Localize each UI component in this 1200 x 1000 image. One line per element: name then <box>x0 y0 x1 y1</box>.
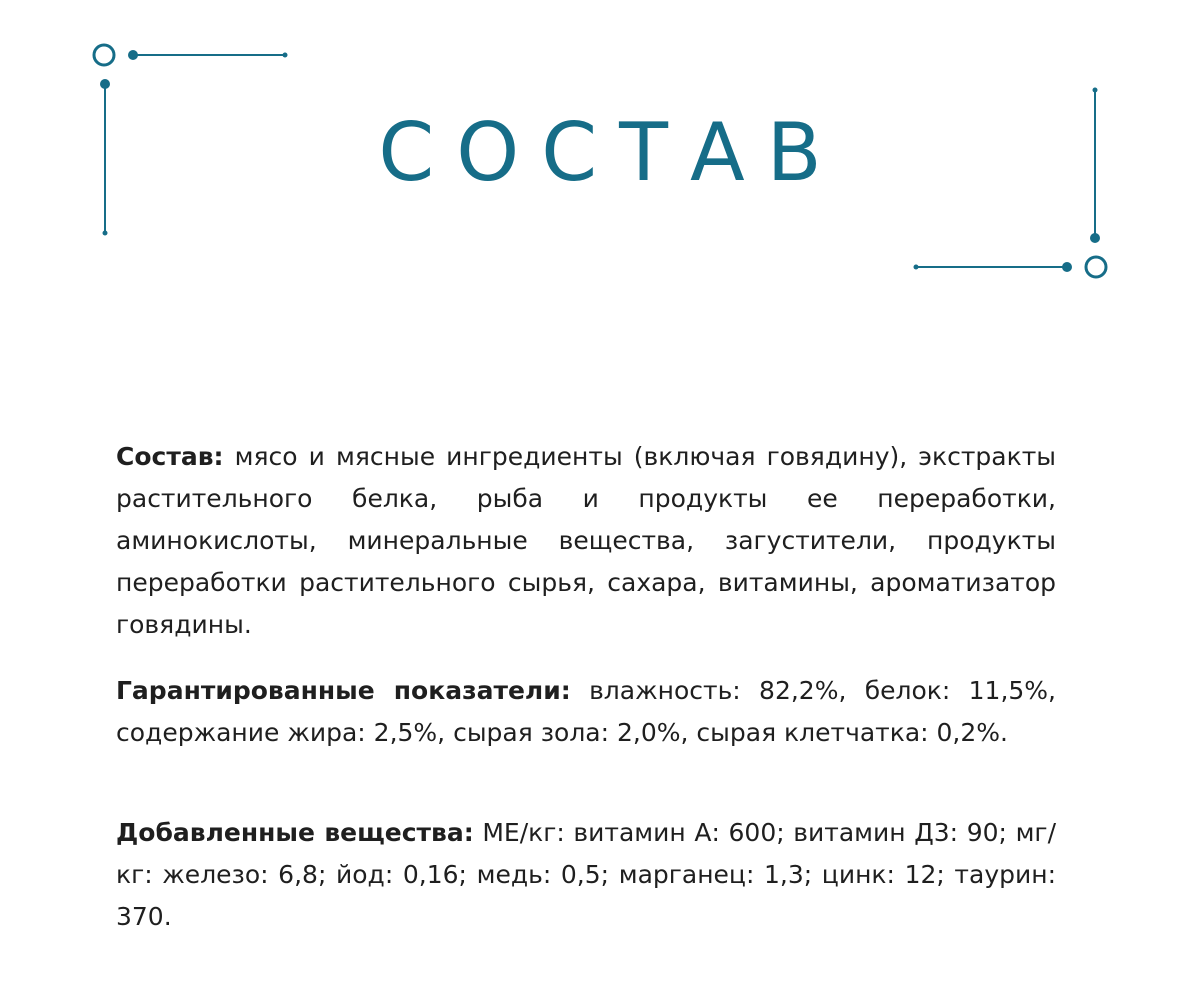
composition-paragraph <box>116 436 1056 646</box>
bottom-right-ring-icon <box>1086 257 1106 277</box>
additives-paragraph <box>116 812 1056 938</box>
bottom-right-dot-icon <box>1062 262 1072 272</box>
top-left-dot-lower-icon <box>100 79 110 89</box>
guaranteed-analysis-text: влажность: 82,2%, белок: 11,5%, содержание жира: 2,5%, сырая зола: 2,0%, сырая клетчатка: 0,2%. <box>116 676 1056 747</box>
bottom-right-hline-start-dot <box>914 265 919 270</box>
top-left-dot-icon <box>128 50 138 60</box>
additives-text: МЕ/кг: витамин А: 600; витамин Д3: 90; мг/кг: железо: 6,8; йод: 0,16; медь: 0,5; марганец: 1,3; цинк: 12; таурин: 370. <box>116 818 1056 931</box>
guaranteed-analysis-paragraph <box>116 670 1056 754</box>
guaranteed-analysis-label: Гарантированные показатели: <box>116 676 571 705</box>
additives-label: Добавленные вещества: <box>116 818 474 847</box>
top-left-vline-end-dot <box>103 231 108 236</box>
top-left-ring-icon <box>94 45 114 65</box>
top-left-line-end-dot <box>283 53 288 58</box>
composition-text: мясо и мясные ингредиенты (включая говядину), экстракты растительного белка, рыба и продукты ее переработки, аминокислоты, минеральные вещества, загустители, продукты переработки растительного сырья, сахара, витамины, ароматизатор говядины. <box>116 442 1056 639</box>
page-title: СОСТАВ <box>378 106 844 199</box>
composition-label: Состав: <box>116 442 224 471</box>
bottom-right-dot-upper-icon <box>1090 233 1100 243</box>
bottom-right-vline-start-dot <box>1093 88 1098 93</box>
